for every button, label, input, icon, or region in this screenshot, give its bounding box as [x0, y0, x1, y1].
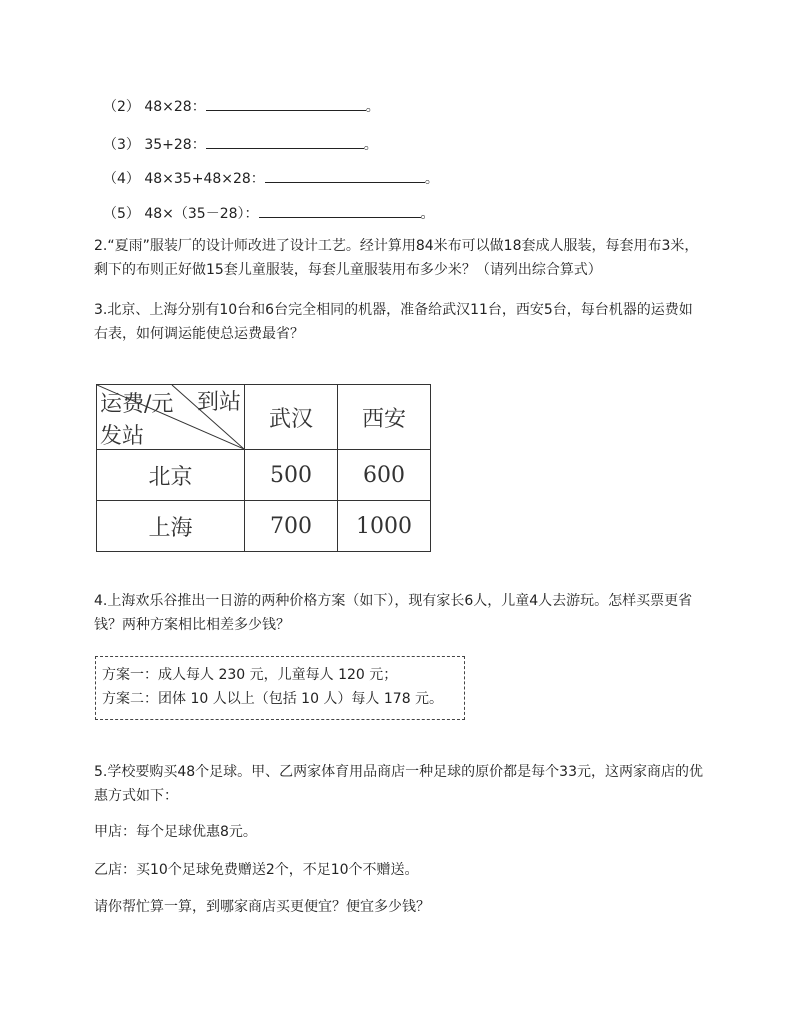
plan-two: 方案二：团体 10 人以上（包括 10 人）每人 178 元。 — [102, 691, 444, 707]
answer-blank[interactable] — [259, 203, 421, 218]
q1-item-end: 。 — [424, 171, 439, 187]
table-row — [97, 501, 431, 552]
q1-item-5 — [103, 203, 435, 223]
question-3-text: 3.北京、上海分别有10台和6台完全相同的机器，准备给武汉11台，西安5台，每台机器的运费如右表，如何调运能使总运费最省？ — [94, 302, 693, 342]
q1-item-label: （5） 48×（35－28）： — [103, 206, 259, 222]
q1-item-3 — [103, 134, 378, 154]
q1-item-end: 。 — [363, 137, 378, 153]
table-header-row — [97, 385, 431, 450]
shop-b-offer: 乙店：买10个足球免费赠送2个，不足10个不赠送。 — [94, 862, 419, 878]
table-cell: 700 — [245, 501, 338, 552]
price-plan-box — [95, 656, 465, 720]
q1-item-label: （2） 48×28： — [103, 99, 206, 115]
question-2-text: 2.“夏雨”服装厂的设计师改进了设计工艺。经计算用84米布可以做18套成人服装，每套用布3米，剩下的布则正好做15套儿童服装，每套儿童服装用布多少米？（请列出综合算式） — [94, 238, 699, 278]
table-cell: 600 — [338, 450, 431, 501]
table-row — [97, 450, 431, 501]
row-header: 上海 — [97, 501, 245, 552]
corner-right-label: 到站 — [197, 390, 242, 415]
table-cell: 1000 — [338, 501, 431, 552]
question-5-ask: 请你帮忙算一算，到哪家商店买更便宜？便宜多少钱？ — [94, 899, 430, 915]
column-header: 武汉 — [245, 385, 338, 450]
freight-cost-table — [96, 384, 431, 552]
corner-top-label: 运费/元 — [100, 392, 174, 417]
q1-item-label: （4） 48×35+48×28： — [103, 171, 265, 187]
answer-blank[interactable] — [265, 168, 425, 183]
q1-item-end: 。 — [365, 99, 380, 115]
table-cell: 500 — [245, 450, 338, 501]
q1-item-label: （3） 35+28： — [103, 137, 206, 153]
q1-item-2 — [103, 96, 380, 116]
q1-item-4 — [103, 168, 439, 188]
plan-one: 方案一：成人每人 230 元，儿童每人 120 元； — [102, 667, 398, 683]
question-5-text: 5.学校要购买48个足球。甲、乙两家体育用品商店一种足球的原价都是每个33元，这两家商店的优惠方式如下： — [94, 764, 703, 804]
shop-a-offer: 甲店：每个足球优惠8元。 — [94, 824, 257, 840]
answer-blank[interactable] — [206, 96, 366, 111]
q1-item-end: 。 — [420, 206, 435, 222]
corner-bottom-label: 发站 — [100, 424, 145, 449]
column-header: 西安 — [338, 385, 431, 450]
answer-blank[interactable] — [206, 134, 364, 149]
question-4-text: 4.上海欢乐谷推出一日游的两种价格方案（如下），现有家长6人，儿童4人去游玩。怎样买票更省钱？两种方案相比相差多少钱？ — [94, 593, 693, 633]
table-corner-cell — [97, 385, 245, 450]
row-header: 北京 — [97, 450, 245, 501]
